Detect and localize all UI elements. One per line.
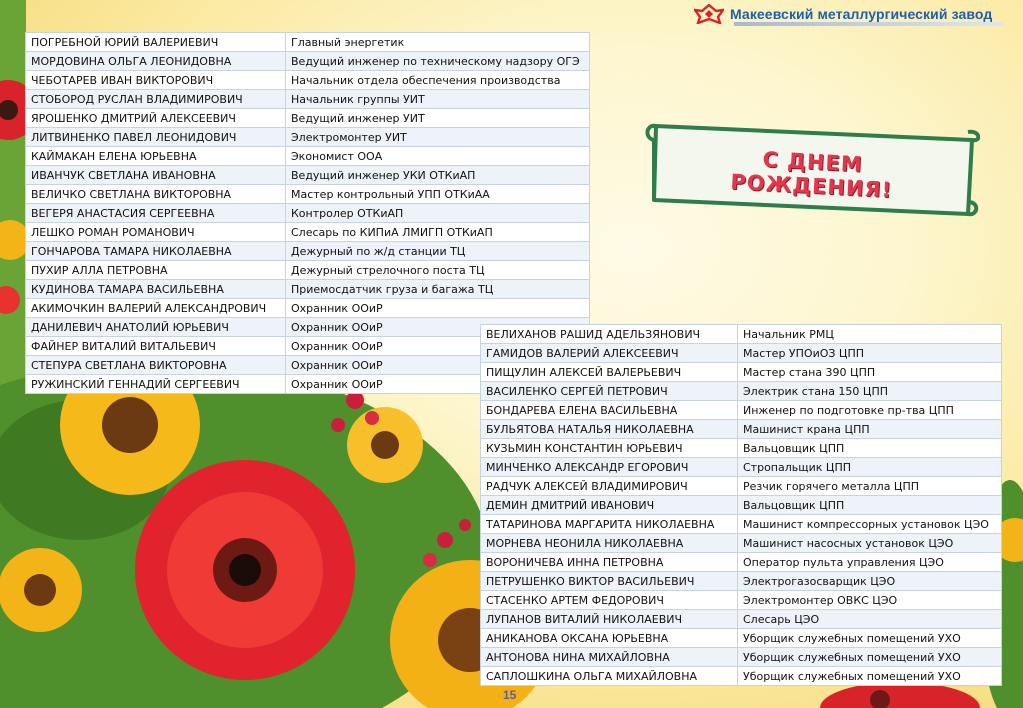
table-row: [26, 147, 590, 166]
employee-position: Слесарь ЦЭО: [738, 610, 1002, 629]
employee-name: ЛЕШКО РОМАН РОМАНОВИЧ: [26, 223, 286, 242]
employee-position: Слесарь по КИПиА ЛМИГП ОТКиАП: [286, 223, 590, 242]
table-row: [26, 128, 590, 147]
employee-position: Электромонтер ОВКС ЦЭО: [738, 591, 1002, 610]
employee-position: Инженер по подготовке пр-тва ЦПП: [738, 401, 1002, 420]
employee-name: АНИКАНОВА ОКСАНА ЮРЬЕВНА: [481, 629, 738, 648]
employee-position: Начальник отдела обеспечения производства: [286, 71, 590, 90]
table-row: [26, 71, 590, 90]
employee-name: СТОБОРОД РУСЛАН ВЛАДИМИРОВИЧ: [26, 90, 286, 109]
employee-position: Охранник ООиР: [286, 299, 590, 318]
employee-name: ПУХИР АЛЛА ПЕТРОВНА: [26, 261, 286, 280]
employee-name: МИНЧЕНКО АЛЕКСАНДР ЕГОРОВИЧ: [481, 458, 738, 477]
employee-name: ПОГРЕБНОЙ ЮРИЙ ВАЛЕРИЕВИЧ: [26, 33, 286, 52]
greeting-text: С ДНЕМ РОЖДЕНИЯ!: [729, 147, 893, 203]
employee-name: СТЕПУРА СВЕТЛАНА ВИКТОРОВНА: [26, 356, 286, 375]
employee-name: РУЖИНСКИЙ ГЕННАДИЙ СЕРГЕЕВИЧ: [26, 375, 286, 394]
table-row: [26, 109, 590, 128]
table-row: [481, 496, 1002, 515]
employee-position: Охранник ООиР: [286, 375, 590, 394]
page-number: 15: [503, 688, 517, 702]
employee-name: АНТОНОВА НИНА МИХАЙЛОВНА: [481, 648, 738, 667]
employee-position: Ведущий инженер УКИ ОТКиАП: [286, 166, 590, 185]
employee-name: ДЕМИН ДМИТРИЙ ИВАНОВИЧ: [481, 496, 738, 515]
employee-name: ВОРОНИЧЕВА ИННА ПЕТРОВНА: [481, 553, 738, 572]
employee-name: ГАМИДОВ ВАЛЕРИЙ АЛЕКСЕЕВИЧ: [481, 344, 738, 363]
employee-position: Охранник ООиР: [286, 356, 590, 375]
employee-position: Начальник РМЦ: [738, 325, 1002, 344]
table-row: [481, 420, 1002, 439]
employee-name: СТАСЕНКО АРТЕМ ФЕДОРОВИЧ: [481, 591, 738, 610]
birthday-table-right: [480, 324, 1002, 686]
employee-name: ВАСИЛЕНКО СЕРГЕЙ ПЕТРОВИЧ: [481, 382, 738, 401]
employee-name: ЛУПАНОВ ВИТАЛИЙ НИКОЛАЕВИЧ: [481, 610, 738, 629]
table-row: [481, 477, 1002, 496]
table-row: [26, 261, 590, 280]
employee-position: Дежурный по ж/д станции ТЦ: [286, 242, 590, 261]
employee-name: САПЛОШКИНА ОЛЬГА МИХАЙЛОВНА: [481, 667, 738, 686]
table-row: [481, 382, 1002, 401]
employee-name: ВЕЛИЧКО СВЕТЛАНА ВИКТОРОВНА: [26, 185, 286, 204]
employee-name: АКИМОЧКИН ВАЛЕРИЙ АЛЕКСАНДРОВИЧ: [26, 299, 286, 318]
table-row: [481, 572, 1002, 591]
employee-position: Оператор пульта управления ЦЭО: [738, 553, 1002, 572]
table-row: [481, 401, 1002, 420]
employee-position: Машинист компрессорных установок ЦЭО: [738, 515, 1002, 534]
table-row: [26, 33, 590, 52]
table-row: [481, 610, 1002, 629]
employee-position: Электрогазосварщик ЦЭО: [738, 572, 1002, 591]
employee-name: РАДЧУК АЛЕКСЕЙ ВЛАДИМИРОВИЧ: [481, 477, 738, 496]
employee-position: Охранник ООиР: [286, 318, 590, 337]
employee-position: Начальник группы УИТ: [286, 90, 590, 109]
employee-position: Мастер УПОиОЗ ЦПП: [738, 344, 1002, 363]
table-row: [26, 280, 590, 299]
employee-name: ЧЕБОТАРЕВ ИВАН ВИКТОРОВИЧ: [26, 71, 286, 90]
table-row: [481, 629, 1002, 648]
employee-position: Стропальщик ЦПП: [738, 458, 1002, 477]
table-row: [481, 534, 1002, 553]
table-row: [481, 515, 1002, 534]
logo-mark-icon: [694, 4, 724, 24]
table-row: [481, 591, 1002, 610]
table-row: [481, 439, 1002, 458]
employee-position: Контролер ОТКиАП: [286, 204, 590, 223]
employee-name: КУЗЬМИН КОНСТАНТИН ЮРЬЕВИЧ: [481, 439, 738, 458]
employee-position: Дежурный стрелочного поста ТЦ: [286, 261, 590, 280]
employee-name: ПИЩУЛИН АЛЕКСЕЙ ВАЛЕРЬЕВИЧ: [481, 363, 738, 382]
table-row: [481, 344, 1002, 363]
employee-name: ДАНИЛЕВИЧ АНАТОЛИЙ ЮРЬЕВИЧ: [26, 318, 286, 337]
table-row: [481, 325, 1002, 344]
employee-position: Электромонтер УИТ: [286, 128, 590, 147]
employee-position: Охранник ООиР: [286, 337, 590, 356]
table-row: [481, 648, 1002, 667]
table-row: [26, 90, 590, 109]
table-row: [481, 667, 1002, 686]
employee-name: ВЕЛИХАНОВ РАШИД АДЕЛЬЗЯНОВИЧ: [481, 325, 738, 344]
table-row: [26, 223, 590, 242]
employee-name: КУДИНОВА ТАМАРА ВАСИЛЬЕВНА: [26, 280, 286, 299]
employee-position: Мастер стана 390 ЦПП: [738, 363, 1002, 382]
employee-position: Машинист крана ЦПП: [738, 420, 1002, 439]
table-row: [26, 299, 590, 318]
employee-name: МОРНЕВА НЕОНИЛА НИКОЛАЕВНА: [481, 534, 738, 553]
table-row: [26, 242, 590, 261]
employee-name: ТАТАРИНОВА МАРГАРИТА НИКОЛАЕВНА: [481, 515, 738, 534]
table-row: [26, 204, 590, 223]
employee-position: Электрик стана 150 ЦПП: [738, 382, 1002, 401]
employee-name: ИВАНЧУК СВЕТЛАНА ИВАНОВНА: [26, 166, 286, 185]
employee-position: Ведущий инженер по техническому надзору ОГЭ: [286, 52, 590, 71]
table-row: [26, 52, 590, 71]
employee-name: МОРДОВИНА ОЛЬГА ЛЕОНИДОВНА: [26, 52, 286, 71]
table-row: [26, 166, 590, 185]
employee-position: Уборщик служебных помещений УХО: [738, 667, 1002, 686]
employee-position: Мастер контрольный УПП ОТКиАА: [286, 185, 590, 204]
employee-name: БУЛЬЯТОВА НАТАЛЬЯ НИКОЛАЕВНА: [481, 420, 738, 439]
table-row: [481, 363, 1002, 382]
employee-position: Уборщик служебных помещений УХО: [738, 629, 1002, 648]
employee-position: Экономист ООА: [286, 147, 590, 166]
employee-name: КАЙМАКАН ЕЛЕНА ЮРЬЕВНА: [26, 147, 286, 166]
table-row: [481, 553, 1002, 572]
employee-position: Приемосдатчик груза и багажа ТЦ: [286, 280, 590, 299]
employee-position: Машинист насосных установок ЦЭО: [738, 534, 1002, 553]
bouquet-icon: [0, 355, 550, 708]
table-row: [26, 185, 590, 204]
header-divider: [734, 22, 1004, 26]
employee-position: Вальцовщик ЦПП: [738, 439, 1002, 458]
employee-name: ЛИТВИНЕНКО ПАВЕЛ ЛЕОНИДОВИЧ: [26, 128, 286, 147]
employee-name: БОНДАРЕВА ЕЛЕНА ВАСИЛЬЕВНА: [481, 401, 738, 420]
employee-name: ГОНЧАРОВА ТАМАРА НИКОЛАЕВНА: [26, 242, 286, 261]
employee-position: Уборщик служебных помещений УХО: [738, 648, 1002, 667]
logo-text: Макеевский металлургический завод: [730, 6, 993, 22]
employee-position: Ведущий инженер УИТ: [286, 109, 590, 128]
employee-name: ВЕГЕРЯ АНАСТАСИЯ СЕРГЕЕВНА: [26, 204, 286, 223]
table-row: [481, 458, 1002, 477]
gerbera-icon: [135, 460, 355, 680]
employee-position: Главный энергетик: [286, 33, 590, 52]
employee-name: ЯРОШЕНКО ДМИТРИЙ АЛЕКСЕЕВИЧ: [26, 109, 286, 128]
employee-position: Вальцовщик ЦПП: [738, 496, 1002, 515]
employee-name: ФАЙНЕР ВИТАЛИЙ ВИТАЛЬЕВИЧ: [26, 337, 286, 356]
employee-name: ПЕТРУШЕНКО ВИКТОР ВАСИЛЬЕВИЧ: [481, 572, 738, 591]
employee-position: Резчик горячего металла ЦПП: [738, 477, 1002, 496]
